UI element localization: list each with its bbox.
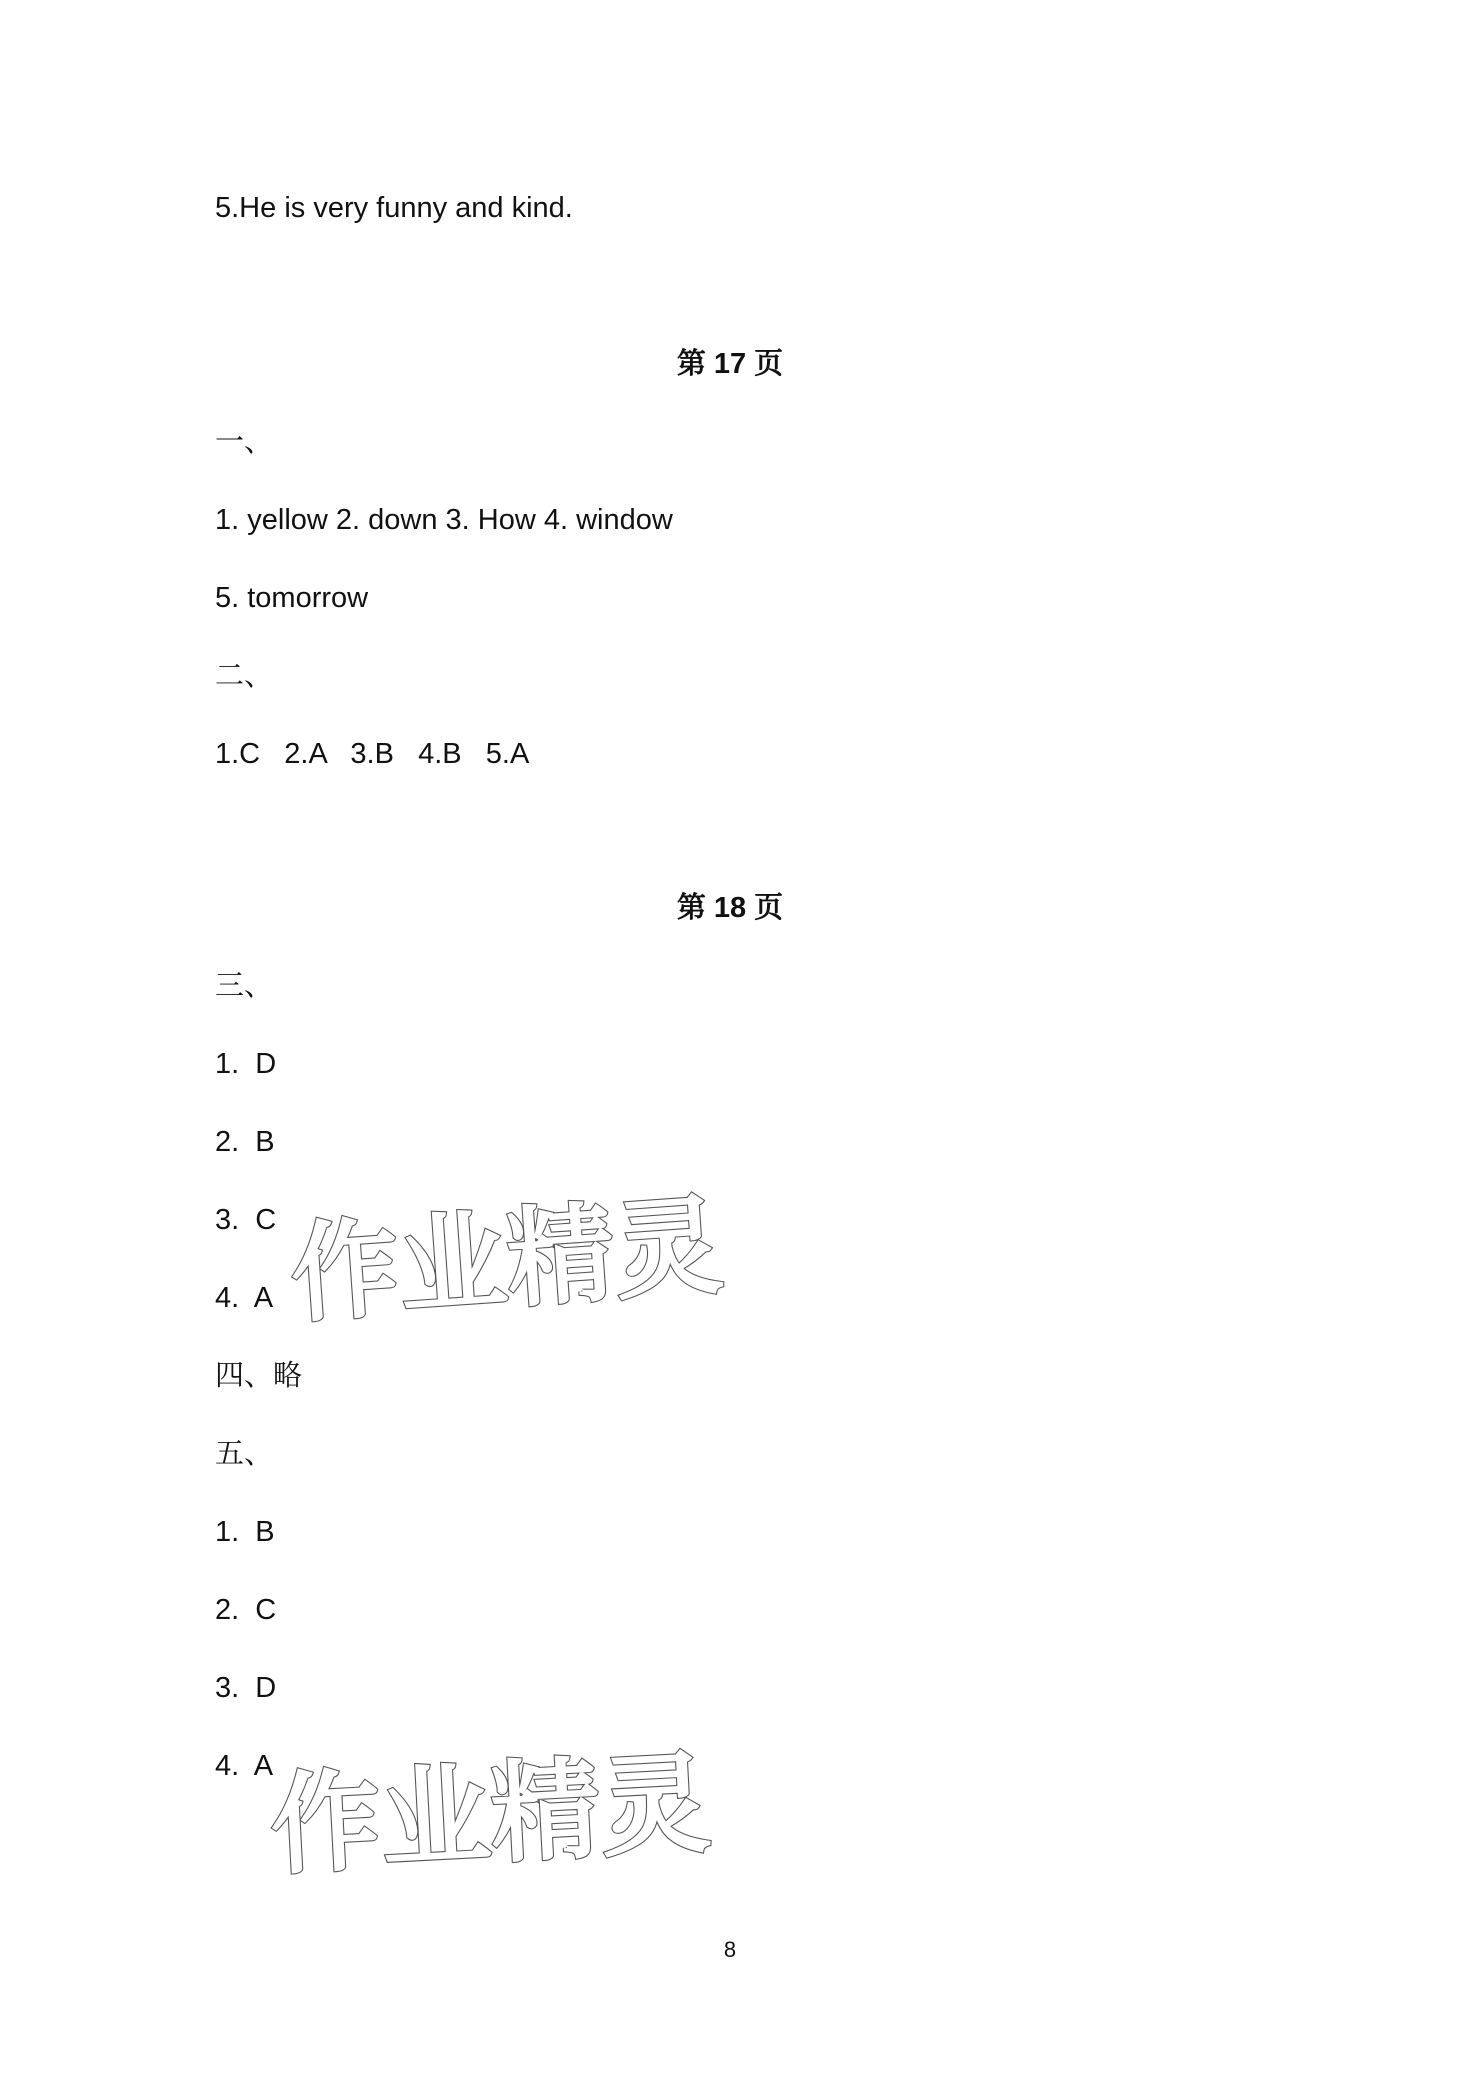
section-5-answer-3: 3. D	[215, 1672, 277, 1704]
section-5-answer-4: 4. A	[215, 1750, 274, 1782]
section-5-answer-1: 1. B	[215, 1516, 275, 1548]
section-5-label: 五、	[215, 1438, 274, 1470]
svg-text:作业精灵: 作业精灵	[267, 1739, 714, 1891]
page-17-heading: 第 17 页	[676, 348, 784, 380]
section-1-answers-line-1: 1. yellow 2. down 3. How 4. window	[215, 504, 673, 536]
section-1-label: 一、	[215, 426, 274, 458]
watermark-lower	[260, 1710, 820, 1900]
top-answer: 5.He is very funny and kind.	[215, 192, 573, 224]
section-2-answers: 1.C 2.A 3.B 4.B 5.A	[215, 738, 530, 770]
section-2-label: 二、	[215, 660, 274, 692]
section-3-answer-4: 4. A	[215, 1282, 274, 1314]
section-1-answers-line-2: 5. tomorrow	[215, 582, 369, 614]
svg-text:作业精灵: 作业精灵	[286, 1183, 727, 1339]
section-3-answer-1: 1. D	[215, 1048, 277, 1080]
watermark-upper	[280, 1160, 800, 1340]
section-5-answer-2: 2. C	[215, 1594, 277, 1626]
section-3-label: 三、	[215, 970, 274, 1002]
page-18-heading: 第 18 页	[676, 892, 784, 924]
section-4-line: 四、略	[215, 1360, 303, 1392]
page-number: 8	[723, 1937, 737, 1962]
section-3-answer-2: 2. B	[215, 1126, 275, 1158]
section-3-answer-3: 3. C	[215, 1204, 277, 1236]
